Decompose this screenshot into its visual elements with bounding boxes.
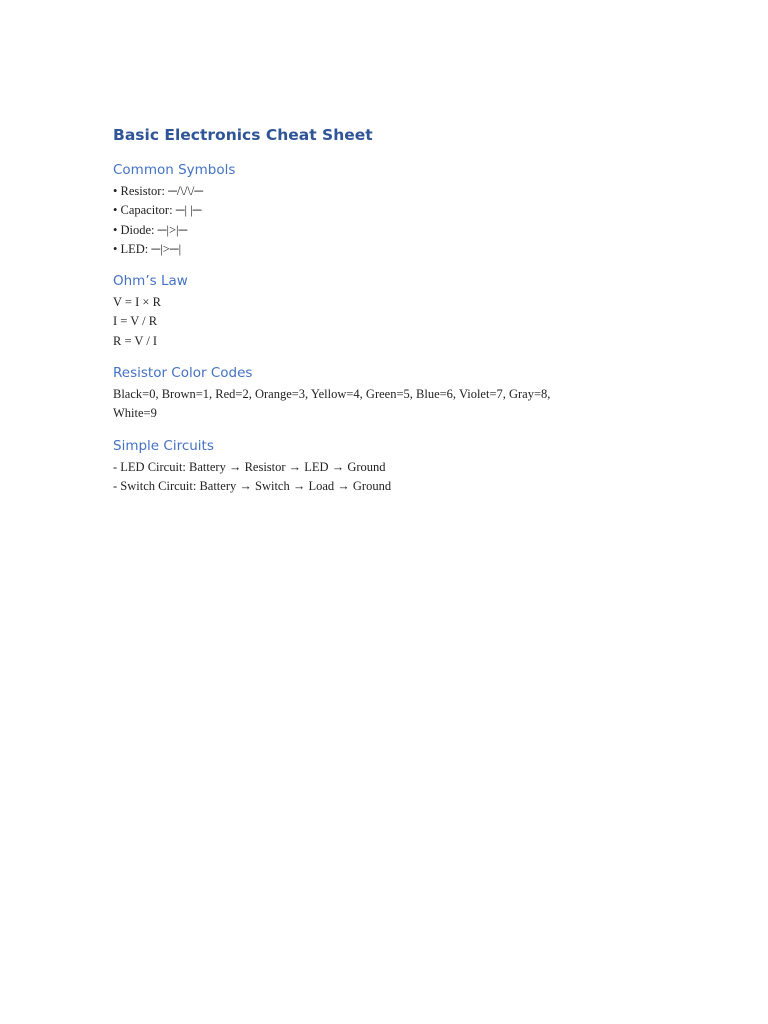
- formula-current: I = V / R: [113, 314, 158, 329]
- color-codes-line-1: Black=0, Brown=1, Red=2, Orange=3, Yellow=4, Green=5, Blue=6, Violet=7, Gray=8,: [113, 387, 551, 402]
- document-page: [113, 124, 673, 508]
- circuit-led: - LED Circuit: Battery → Resistor → LED → Ground: [113, 459, 386, 474]
- formula-voltage: V = I × R: [113, 295, 161, 310]
- section-heading-simple-circuits: Simple Circuits: [113, 437, 214, 454]
- formula-resistance: R = V / I: [113, 333, 158, 348]
- symbol-capacitor: • Capacitor: ─| |─: [113, 203, 202, 218]
- symbol-diode: • Diode: ─|>|─: [113, 222, 188, 237]
- symbol-resistor: • Resistor: ─/\/\/─: [113, 184, 204, 198]
- section-resistor-color-codes: [113, 363, 673, 424]
- section-heading-resistor-color-codes: Resistor Color Codes: [113, 365, 253, 382]
- section-ohms-law: [113, 271, 673, 351]
- section-heading-common-symbols: Common Symbols: [113, 162, 236, 178]
- section-heading-ohms-law: Ohm’s Law: [113, 273, 188, 290]
- color-codes-line-2: White=9: [113, 406, 157, 421]
- section-common-symbols: [113, 160, 673, 259]
- circuit-switch: - Switch Circuit: Battery → Switch → Load → Ground: [113, 478, 392, 493]
- document-title: Basic Electronics Cheat Sheet: [113, 126, 373, 144]
- symbol-led: • LED: ─|>─|: [113, 241, 182, 256]
- section-simple-circuits: [113, 436, 673, 497]
